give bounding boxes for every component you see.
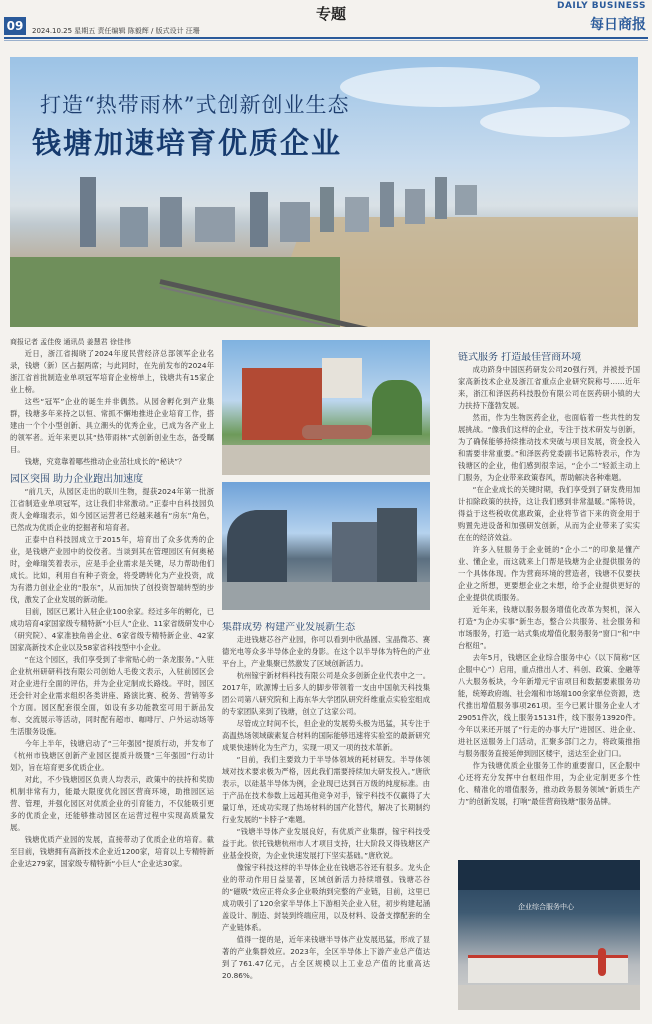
- building: [227, 510, 287, 582]
- intro-paragraph: 近日，浙江省揭晓了2024年度民营经济总部领军企业名录，钱塘（新）区占据两席；与此同时，在先前发布的2024年浙江省首批制造业单项冠军培育企业榜单上，钱塘共有15家企业上榜。: [10, 349, 214, 394]
- header-rule: [4, 37, 648, 39]
- body-paragraph: 去年5月，钱塘区企业综合服务中心（以下简称“区企服中心”）启用，重点推出人才、科创、政策、金融等八大服务板块，今年新增元宇宙项目和数据要素服务功能，统筹政府端、社会端和市场端100余家单位资源，迭代推出增值服务事项261项。至今已累计服务企业人才29051件次，线上服务15131件，线下服务13920件。今年以来还开展了“行走的办事大厅”进园区、进企业、进社区送服务上门活动，汇聚多部门之力，将政策推指与服务服务直接延伸到园区楼宇，送达至企业门口。: [458, 653, 640, 758]
- building: [160, 197, 182, 247]
- cloud: [480, 107, 630, 137]
- building: [345, 197, 369, 232]
- body-paragraph: “钱塘半导体产业发展良好，有优质产业集群，镓宇科技受益于此。依托钱塘杭州市人才项目支持，壮大阶段又得钱塘区产业基金投资，为企业快速发展打下坚实基础。”唐欣说。: [222, 827, 430, 860]
- body-paragraph: 杭州镓宇新材料科技有限公司是众多创新企业代表中之一。2017年，欧源博士后多人的脚步带领着一支由中国航天科技集团公司第八研究院和上海东华大学团队研究纤维重点实验室组成的专家团队来到了钱塘，创立了这家公司。: [222, 671, 430, 716]
- building: [320, 187, 334, 232]
- photo-office-buildings: [222, 482, 430, 610]
- section-heading-park: 园区突围 助力企业跑出加速度: [10, 474, 144, 485]
- building: [120, 207, 148, 247]
- building: [377, 508, 417, 584]
- building: [195, 207, 235, 242]
- tree: [372, 380, 422, 435]
- ceiling: [458, 860, 640, 890]
- body-paragraph: 成功跻身中国医药研发公司20强行列，并被授予国家高新技术企业及浙江省重点企业研究院称号……近年来，浙江和泽医药科技股份有限公司在医药研小镇的大力扶持下蓬勃发展。: [458, 365, 640, 410]
- article-subtitle: 打造“热带雨林”式创新创业生态: [40, 93, 350, 117]
- building: [250, 192, 268, 247]
- building: [380, 182, 394, 227]
- body-paragraph: “在企业成长的关键时期，我们享受到了研发费用加计扣除政策的扶持，这让我们感到非常温暖。”陈特说，得益于这些税收优惠政策，企业将节省下来的资金用于购置先进设备和加强研发创新，从而为企业带来了实实在在的经济效益。: [458, 485, 640, 542]
- body-paragraph: “目前，我们主要致力于半导体领域的耗材研发。半导体领域对技术要求极为严格，因此我们需要持续加大研发投入。”唐欣表示，以硅基半导体为例，企业现已达到百万级的纯度标准。由于产品在技术参数上远超其他竞争对手，镓宇科技不仅赢得了大量订单，还成功实现了热场材料的国产化替代，解决了长期制约行业发展的“卡脖子”难题。: [222, 755, 430, 824]
- service-center-sign: 企业综合服务中心: [518, 903, 574, 911]
- tower-building: [80, 177, 96, 247]
- body-paragraph: 像镓宇科技这样的半导体企业在钱塘芯谷还有很多。龙头企业的带动作用日益显著，区域创新活力持续增强。钱塘芯谷的“磁吸”效应正将众多企业吸纳到完整的产业链，目前，这里已成功吸引了120余家半导体上下游相关企业入驻，初步构建起涵盖设计、制造、封装到终端应用，以及材料、设备支撑配套的全产业链体系。: [222, 863, 430, 932]
- body-paragraph: 作为钱塘优质企业服务工作的重要窗口，区企服中心还将充分发挥中台枢纽作用，为企业定制更多个性化、精准化的增值服务，推动政务服务领域“新质生产力”的创新发展，打响“最佳营商钱塘”服务品牌。: [458, 761, 640, 806]
- body-paragraph: 正泰中自科技园成立于2015年，培育出了众多优秀的企业，是钱塘产业园中的佼佼者。当谈到其在管理园区有何奥秘时，金峰瑞笑着表示，应是手企业需求是关键，尽力帮助他们成长。比如，利用自有种子资金，将受聘转化为产业投资，成为有潜力创业企业的“股东”，从而加快了创投资智端转型的步伐，激发了企业发展的新动能。: [10, 535, 214, 604]
- body-paragraph: 许多入驻服务于企业链的“企小二”的印象是懂产业、懂企业，而这就来上门帮是钱塘为企业提供服务的一个具体体现。作为营商环境的营造者，钱塘不仅要扶企业之所想，更要想企业之未想，给予企业提供更好的企业提供优质服务。: [458, 545, 640, 602]
- column-3: [458, 352, 640, 852]
- article-title: 钱塘加速培育优质企业: [32, 126, 343, 160]
- hero-photo: [10, 57, 638, 327]
- stone-sign: [302, 425, 372, 439]
- building: [405, 189, 425, 224]
- brand-english: DAILY BUSINESS: [556, 1, 646, 11]
- page-number: 09: [4, 17, 26, 35]
- intro-paragraph: 这些“冠军”企业的诞生并非偶然。从园舍孵化到产业集群，钱塘多年来持之以恒、常抓不懈地推进企业培育工作，搭建由一个个小型创新、具立潮头的优秀企业，已成为各产业上的领军者。近年来更以其“热带雨林”式创新创业生态，备受瞩目。: [10, 397, 214, 454]
- body-paragraph: 尽管成立时间不长，但企业的发展势头极为迅猛，其专注于高温热场领域碳素复合材料的国际能够迅速将实验室的最新研究成果快速转化为生产力，实现一项又一项的技术革新。: [222, 719, 430, 752]
- body-paragraph: 钱塘优质产业园的发展，直接带动了优质企业的培育。截至目前，钱塘拥有高新技术企业近1200家，培育以上专精特新企业达279家，国家级专精特新“小巨人”企业达30家。: [10, 835, 214, 868]
- building: [280, 202, 310, 242]
- building: [322, 358, 362, 398]
- body-paragraph: 值得一提的是，近年来钱塘半导体产业发展迅猛，形成了显著的产业集群效应。2023年，全区半导体上下游产业总产值达到了761.47亿元，占全区规模以上工业总产值的比重高达20.86%。: [222, 935, 430, 980]
- page-header: [0, 0, 652, 40]
- section-heading-service: 链式服务 打造最佳营商环境: [458, 352, 582, 363]
- photo-industrial-park: [222, 340, 430, 475]
- plaza: [222, 445, 430, 475]
- building: [455, 185, 477, 215]
- body-paragraph: 然而，作为生物医药企业，也面临着一些共性的发展挑战。“像我们这样的企业，专注于技术研发与创新，为了确保能够持续推动技术突破与项目发展，资金投入和需要非常重要。”和泽医药党委副书记陈特表示，作为钱塘区的企业，他们感到很幸运，“企小二”轻派主动上门服务，为企业带来政策春风，帮助解决各种难题。: [458, 413, 640, 482]
- byline: 商报记者 孟佳俊 通讯员 姜慧君 徐佳伟: [10, 338, 131, 346]
- body-paragraph: “前几天，从园区走出的联川生物，提获2024年第一批浙江省制造业单项冠军，这让我们非常激动。”正泰中自科技园负责人金峰瑞表示，如今园区运营者已经越来越有“房东”角色，已然成为优质企业的挖掘者和培育者。: [10, 487, 214, 532]
- header-rule-thin: [4, 40, 648, 41]
- body-paragraph: 目前，园区已累计入驻企业100余家。经过多年的孵化，已成功培育4家国家级专精特新“小巨人”企业、11家省级研发中心（研究院）、4家准独角兽企业、6家省级专精特新企业、42家国家高新技术企业以及58家省科技型中小企业。: [10, 607, 214, 652]
- person: [598, 948, 606, 976]
- building: [435, 177, 447, 219]
- road: [222, 582, 430, 610]
- floor: [458, 985, 640, 1010]
- photo-service-center: [458, 860, 640, 1010]
- column-2: [222, 622, 430, 1020]
- body-paragraph: 今年上半年，钱塘启动了“三年强园”提质行动，并发布了《杭州市钱塘区创新产业园区提质升级暨“三年强园”行动计划》，旨在培育更多优质企业。: [10, 739, 214, 772]
- body-paragraph: 对此，不少钱塘园区负责人均表示，政策中的扶持和奖励机制非常有力，能最大限度优化园区营商环境，助推园区运营、管理，并强化园区对优质企业的引育能力，不仅能吸引更多的优质企业，还能够推动园区在运营过程中实现高质量发展。: [10, 775, 214, 832]
- issue-date-line: 2024.10.25 星期五 责任编辑 陈毅辉 / 版式设计 汪珊: [32, 27, 200, 35]
- brand-logo: 每日商报: [590, 17, 646, 33]
- body-paragraph: 走进钱塘芯谷产业园，你可以看到中欣晶圆、宝晶微芯、赛德光电等众多半导体企业的身影。在这个以半导体为特色的产业平台上，产业集聚已然激发了区域创新活力。: [222, 635, 430, 668]
- column-1: [10, 336, 214, 1020]
- cloud: [340, 67, 540, 107]
- body-paragraph: 近年来，钱塘以服务服务增值化改革为契机，深入打造“为企办实事”新生态，整合公共服务、社会服务和市场服务，打造一站式集成增值化服务服务“窗口”和“中台枢纽”。: [458, 605, 640, 650]
- building: [332, 522, 377, 584]
- section-title: 专题: [316, 5, 347, 23]
- section-heading-cluster: 集群成势 构建产业发展新生态: [222, 622, 356, 633]
- intro-paragraph: 钱塘，究竟靠着哪些推动企业茁壮成长的“秘诀”？: [24, 457, 186, 466]
- body-paragraph: “在这个园区，我们享受到了非常贴心的一条龙服务。”入驻企业杭州研研科技有限公司创始人毛俊文表示，入驻前园区会对企业进行全面的评估，并为企业定制成长路线。平时，园区还会针对企业需求组织各类讲座、路演比赛、税务、营销等多个方面。园区配套很全面，如设有多功能教室可用于新品发布、交流展示等活动，同时配有超市、咖啡厅、户外运动场等生活服务设施。: [10, 655, 214, 736]
